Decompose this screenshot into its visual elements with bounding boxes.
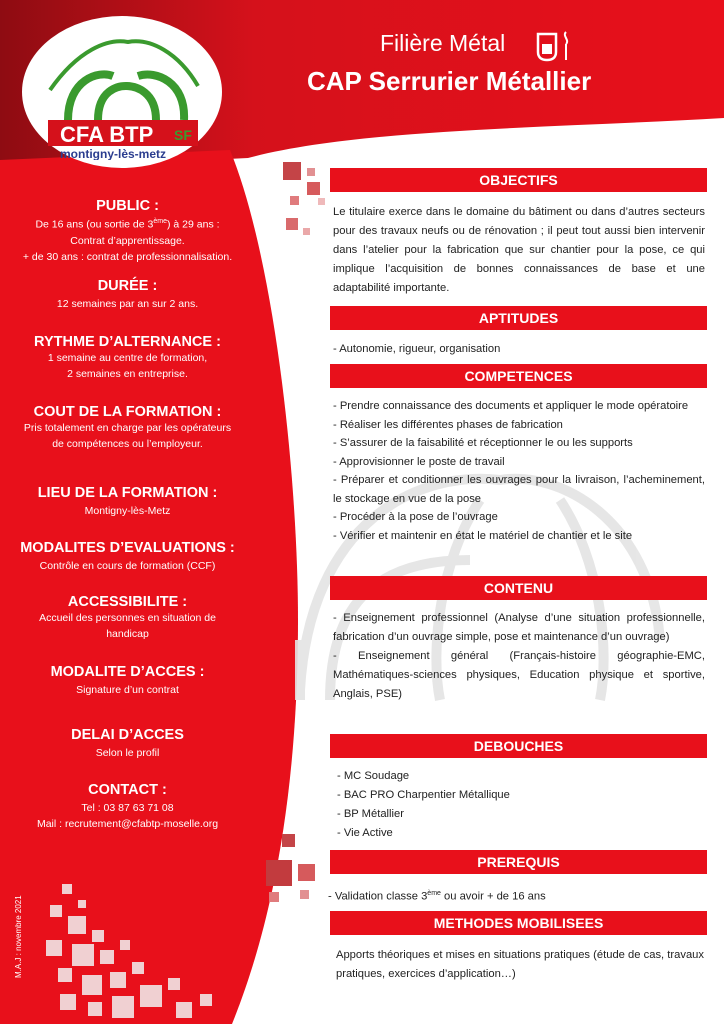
cout-block <box>0 404 255 452</box>
rythme-block <box>0 334 255 382</box>
debouches-item: - Vie Active <box>337 827 393 839</box>
competences-item: - Réaliser les différentes phases de fabrication <box>333 418 563 431</box>
debouches-title: DEBOUCHES <box>330 734 707 758</box>
competences-list <box>333 397 705 545</box>
delai-line-1: Selon le profil <box>95 747 160 759</box>
cout-line-2: de compétences ou l’employeur. <box>52 438 203 450</box>
accessibilite-heading: ACCESSIBILITE : <box>67 594 188 610</box>
modalite-heading: MODALITE D’ACCES : <box>50 664 205 680</box>
page-title: CAP Serrurier Métallier <box>307 66 592 96</box>
public-line-2: Contrat d’apprentissage. <box>70 234 185 247</box>
aptitudes-title: APTITUDES <box>330 306 707 330</box>
methodes-title: METHODES MOBILISEES <box>330 911 707 935</box>
contenu-item: - Enseignement professionnel (Analyse d’une situation professionnelle, fabrication d’un ouvrage simple, pose et maintenance d’un ouvrage) <box>333 612 705 643</box>
duree-line-1: 12 semaines par an sur 2 ans. <box>56 298 199 310</box>
public-block <box>0 198 255 265</box>
contenu-list <box>333 609 705 704</box>
contact-email[interactable]: Mail : recrutement@cfabtp-moselle.org <box>36 818 219 830</box>
accessibilite-block <box>0 594 255 642</box>
decor-squares-top <box>283 162 325 235</box>
eval-line-1: Contrôle en cours de formation (CCF) <box>39 560 216 572</box>
objectifs-text: Le titulaire exerce dans le domaine du bâtiment ou dans d’autres secteurs pour des travaux neufs ou de rénovation ; il peut tout aussi bien intervenir dans l’atelier pour la fabrication que sur chantier pour la pose, ce qui implique l’acquisition de bonnes connaissances de base et une adaptabilité importante. <box>333 206 705 294</box>
public-line-3: + de 30 ans : contrat de professionnalisation. <box>22 250 233 263</box>
modalite-line-1: Signature d’un contrat <box>76 684 179 696</box>
modalite-block <box>0 664 255 698</box>
competences-title: COMPETENCES <box>330 364 707 388</box>
methodes-text: Apports théoriques et mises en situations pratiques (étude de cas, travaux pratiques, exercices d’application…) <box>336 949 704 980</box>
aptitudes-item: - Autonomie, rigueur, organisation <box>333 343 501 355</box>
lieu-line-1: Montigny-lès-Metz <box>84 505 171 517</box>
competences-item: - Vérifier et maintenir en état le matériel de chantier et le site <box>333 529 633 542</box>
objectifs-title: OBJECTIFS <box>330 168 707 192</box>
contact-block <box>0 782 255 832</box>
public-line-1: De 16 ans (ou sortie de 3ème) à 29 ans : <box>35 218 220 231</box>
debouches-item: - MC Soudage <box>337 770 410 782</box>
public-heading: PUBLIC : <box>96 198 159 214</box>
debouches-list <box>337 767 709 843</box>
accessibilite-line-1: Accueil des personnes en situation de <box>39 612 216 624</box>
duree-heading: DURÉE : <box>97 278 158 294</box>
contenu-item: - Enseignement général (Français-histoire géographie-EMC, Mathématiques-sciences physiques, Education physique et sportive, Anglais, PSE) <box>333 650 705 700</box>
logo-mark: SF <box>174 127 192 143</box>
cout-line-1: Pris totalement en charge par les opérateurs <box>23 422 232 434</box>
accessibilite-line-2: handicap <box>106 628 149 640</box>
logo-text: CFA BTP <box>60 122 154 147</box>
delai-block <box>0 727 255 761</box>
competences-item: - Prendre connaissance des documents et appliquer le mode opératoire <box>333 400 689 412</box>
eval-block <box>0 540 255 574</box>
cout-heading: COUT DE LA FORMATION : <box>33 404 222 420</box>
duree-block <box>0 278 255 312</box>
lieu-heading: LIEU DE LA FORMATION : <box>37 485 218 501</box>
competences-item: - Procéder à la pose de l’ouvrage <box>333 511 498 523</box>
prerequis-text: - Validation classe 3ème ou avoir + de 16 ans <box>328 890 546 903</box>
competences-item: - Approvisionner le poste de travail <box>333 455 505 468</box>
logo-subtext: montigny-lès-metz <box>60 147 167 160</box>
rythme-heading: RYTHME D’ALTERNANCE : <box>34 334 221 350</box>
competences-item: - S’assurer de la faisabilité et réceptionner le ou les supports <box>333 437 633 449</box>
prerequis-title: PREREQUIS <box>330 850 707 874</box>
contact-heading: CONTACT : <box>88 782 167 798</box>
logo-house-arch <box>68 74 184 120</box>
debouches-item: - BP Métallier <box>337 808 404 820</box>
lieu-block <box>0 485 255 519</box>
contact-phone[interactable]: Tel : 03 87 63 71 08 <box>81 802 174 814</box>
cfa-btp-logo <box>38 20 208 160</box>
bucket-icon <box>530 30 576 64</box>
filiere-label: Filière Métal <box>380 30 506 56</box>
eval-heading: MODALITES D’EVALUATIONS : <box>20 540 235 556</box>
update-date: M.A.J : novembre 2021 <box>14 895 23 978</box>
rythme-line-2: 2 semaines en entreprise. <box>67 368 188 380</box>
contenu-title: CONTENU <box>330 576 707 600</box>
rythme-line-1: 1 semaine au centre de formation, <box>47 352 208 364</box>
competences-item: - Préparer et conditionner les ouvrages pour la livraison, l’acheminement, le stockage en vue de la pose <box>333 474 705 505</box>
aptitudes-list <box>333 340 705 359</box>
delai-heading: DELAI D’ACCES <box>71 727 184 743</box>
debouches-item: - BAC PRO Charpentier Métallique <box>337 789 510 801</box>
